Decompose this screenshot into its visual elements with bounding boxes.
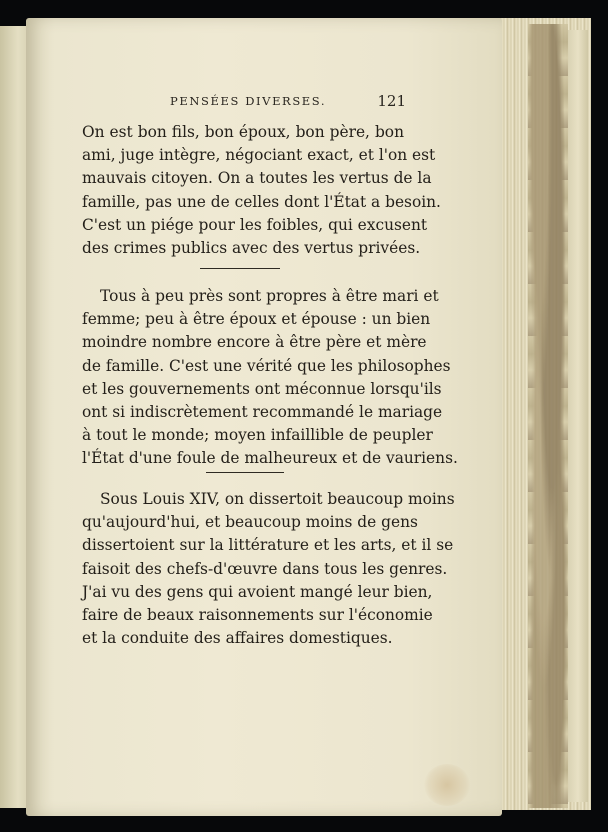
text-line: Tous à peu près sont propres à être mari et [100,287,439,305]
text-line: dissertoient sur la littérature et les arts, et il se [82,536,454,555]
text-line: des crimes publics avec des vertus privées. [82,239,421,258]
paragraph-3 [82,488,455,650]
section-divider [200,268,280,269]
text-line: l'État d'une foule de malheureux et de vauriens. [82,449,458,468]
text-line: et la conduite des affaires domestiques. [82,629,393,648]
text-line: ami, juge intègre, négociant exact, et l'on est [82,146,436,165]
running-head: PENSÉES DIVERSES. [170,94,327,108]
text-line: mauvais citoyen. On a toutes les vertus de la [82,169,432,188]
text-line: Sous Louis XIV, on dissertoit beaucoup moins [100,490,455,508]
fore-edge-strip [568,30,588,802]
paragraph-2 [82,285,458,471]
text-line: à tout le monde; moyen infaillible de peupler [82,426,433,445]
paper-stain [424,764,470,806]
text-line: femme; peu à être époux et épouse : un bien [82,310,431,329]
text-line: qu'aujourd'hui, et beaucoup moins de gens [82,513,418,532]
text-line: moindre nombre encore à être père et mère [82,333,427,352]
text-line: famille, pas une de celles dont l'État a besoin. [82,192,441,211]
text-line: faisoit des chefs-d'œuvre dans tous les genres. [82,559,448,578]
text-line: C'est un piége pour les foibles, qui excusent [82,215,428,234]
text-line: On est bon fils, bon époux, bon père, bon [82,123,404,141]
text-line: ont si indiscrètement recommandé le mariage [82,403,443,422]
text-line: et les gouvernements ont méconnue lorsqu'ils [82,379,442,398]
page-number: 121 [377,92,406,110]
text-line: J'ai vu des gens qui avoient mangé leur bien, [82,582,433,601]
text-line: faire de beaux raisonnements sur l'économie [82,606,433,625]
text-line: de famille. C'est une vérité que les philosophes [82,356,451,375]
paragraph-1 [82,121,441,260]
marbled-edge [528,24,568,808]
page-header [170,94,406,112]
section-divider [206,472,284,473]
